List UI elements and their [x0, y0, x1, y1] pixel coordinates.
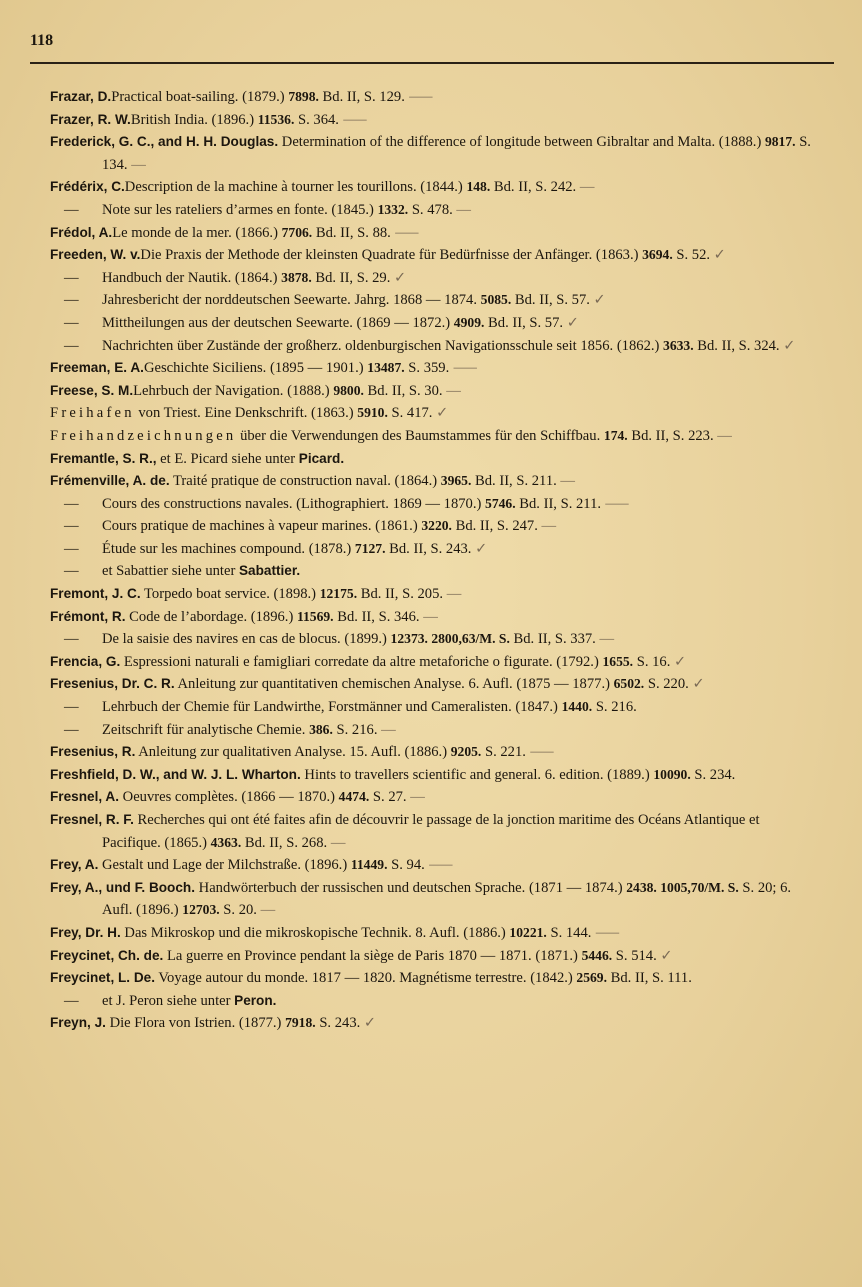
entry-catalog-number: 11536. — [257, 111, 295, 127]
bibliography-entry — [50, 222, 812, 245]
entry-catalog-number: 11449. — [350, 857, 388, 873]
entry-catalog-number: 9817. — [764, 134, 796, 150]
entry-location: Bd. II, S. 111. — [607, 970, 692, 987]
entry-title: Anleitung zur qualitativen Analyse. 15. Aufl. (1886.) — [135, 744, 451, 761]
continuation-dash: — — [64, 540, 79, 557]
entry-title: Étude sur les machines compound. (1878.) — [102, 540, 355, 557]
entry-author: Frémont, R. — [50, 608, 126, 624]
continuation-dash: — — [64, 721, 79, 738]
entry-catalog-number: 174. — [603, 427, 628, 443]
entry-title: Handbuch der Nautik. (1864.) — [102, 269, 282, 286]
entry-location: S. 478. — [408, 201, 453, 218]
entry-title: Geschichte Siciliens. (1895 — 1901.) — [143, 360, 368, 377]
bibliography-entry — [50, 741, 812, 764]
entry-location: S. 234. — [690, 766, 736, 783]
entry-author: Freeden, W. v. — [50, 247, 141, 263]
entry-title: Recherches qui ont été faites afin de découvrir le passage de la jonction maritime des Océans Atlantique et Pacifique. (1865.) — [102, 812, 760, 851]
entry-location: Bd. II, S. 30. — [363, 382, 443, 399]
entry-location: Bd. II, S. 242. — [490, 179, 577, 196]
entry-location: S. 16. — [633, 653, 671, 670]
entry-cross-reference: Sabattier. — [238, 563, 301, 579]
handwritten-check-mark: ⸺ — [525, 744, 555, 761]
handwritten-check-mark: — — [406, 789, 425, 806]
bibliography-entry — [50, 1012, 812, 1035]
entry-title: von Triest. Eine Denkschrift. (1863.) — [134, 405, 358, 422]
entry-title: Gestalt und Lage der Milchstraße. (1896.) — [98, 857, 351, 874]
entry-location: S. 364. — [294, 111, 339, 128]
handwritten-check-mark: ✓ — [656, 947, 673, 964]
bibliography-entry — [50, 764, 812, 787]
entry-author: Fremantle, S. R., — [50, 450, 157, 466]
entry-title: et Sabattier siehe unter — [102, 563, 239, 580]
entry-catalog-number: 3878. — [281, 269, 312, 285]
entry-title: Nachrichten über Zustände der großherz. oldenburgischen Navigationsschule seit 1856. (1862.) — [102, 337, 664, 354]
entry-catalog-number: 5910. — [357, 405, 388, 421]
entry-author: Frédol, A. — [50, 224, 113, 240]
bibliography-entry — [50, 357, 812, 380]
handwritten-check-mark: — — [327, 834, 346, 851]
handwritten-check-mark: ✓ — [360, 1015, 377, 1032]
entry-location: S. 134. — [102, 134, 811, 173]
entry-location: S. 220. — [644, 676, 689, 693]
handwritten-check-mark: — — [256, 902, 276, 919]
entry-location: Bd. II, S. 211. — [515, 495, 602, 512]
entry-title: Traité pratique de construction naval. (1864.) — [169, 473, 441, 490]
entry-spaced-title: Freihandzeichnungen — [50, 427, 237, 444]
entry-title: über die Verwendungen des Baumstammes für den Schiffbau. — [236, 427, 604, 444]
handwritten-check-mark: — — [419, 608, 438, 625]
entry-title: Cours pratique de machines à vapeur marines. (1861.) — [102, 518, 422, 535]
entry-catalog-number: 3694. — [642, 247, 673, 263]
bibliography-entry — [50, 854, 812, 877]
entry-location: S. 359. — [404, 360, 450, 377]
entry-author: Frencia, G. — [50, 653, 121, 669]
entry-title: Determination of the difference of longitude between Gibraltar and Malta. (1888.) — [278, 134, 765, 151]
bibliography-entry — [50, 86, 812, 109]
bibliography-entry — [50, 560, 812, 583]
handwritten-check-mark: ✓ — [589, 292, 606, 309]
entry-catalog-number: 2438. 1005,70/M. S. — [626, 879, 739, 895]
entry-title: Note sur les rateliers d’armes en fonte. (1845.) — [102, 201, 378, 218]
entry-title: Zeitschrift für analytische Chemie. — [102, 721, 310, 738]
entry-author: Frey, Dr. H. — [50, 924, 121, 940]
continuation-dash: — — [64, 563, 79, 580]
entry-catalog-number: 13487. — [367, 360, 405, 376]
entry-author: Fremont, J. C. — [50, 586, 141, 602]
bibliography-entry — [50, 267, 812, 290]
bibliography-entry — [50, 244, 812, 267]
entry-catalog-number: 9800. — [333, 382, 364, 398]
handwritten-check-mark: — — [556, 473, 576, 490]
entry-location: Bd. II, S. 268. — [241, 834, 328, 851]
bibliography-entry — [50, 719, 812, 742]
entry-catalog-number: 4363. — [210, 834, 242, 850]
entry-title: Lehrbuch der Chemie für Landwirthe, Forstmänner und Cameralisten. (1847.) — [102, 699, 562, 716]
bibliography-entry — [50, 538, 812, 561]
entry-catalog-number: 7918. — [285, 1015, 316, 1031]
continuation-dash: — — [64, 337, 79, 354]
entry-author: Frey, A. — [50, 857, 99, 873]
entry-location: Bd. II, S. 57. — [484, 314, 564, 331]
bibliography-entry — [50, 448, 812, 471]
entry-catalog-number: 6502. — [613, 676, 645, 692]
entry-author: Frey, A., und F. Booch. — [50, 879, 196, 895]
entry-catalog-number: 10090. — [653, 766, 691, 782]
entry-author: Frazar, D. — [50, 89, 112, 104]
handwritten-check-mark: ⸺ — [424, 857, 454, 874]
entry-location: Bd. II, S. 205. — [357, 586, 444, 603]
entry-location: S. 27. — [369, 789, 407, 806]
entry-title: Handwörterbuch der russischen und deutschen Sprache. (1871 — 1874.) — [195, 879, 627, 896]
entry-catalog-number: 2569. — [576, 970, 607, 986]
entry-location: Bd. II, S. 346. — [333, 608, 420, 625]
entry-catalog-number: 3220. — [421, 518, 452, 534]
entry-author: Fresnel, R. F. — [50, 812, 134, 827]
bibliography-entry — [50, 131, 812, 176]
entry-location: S. 221. — [481, 744, 526, 761]
entry-location: S. 216. — [332, 721, 378, 738]
entry-author: Freese, S. M. — [50, 382, 134, 398]
entry-title: Jahresbericht der norddeutschen Seewarte. Jahrg. 1868 — 1874. — [102, 292, 481, 309]
header-rule — [30, 62, 834, 64]
continuation-dash: — — [64, 201, 79, 218]
entry-cross-reference: Peron. — [234, 992, 277, 1008]
bibliography-entry — [50, 289, 812, 312]
continuation-dash: — — [64, 699, 79, 716]
bibliography-entry — [50, 696, 812, 719]
bibliography-entry — [50, 380, 812, 403]
handwritten-check-mark: — — [442, 382, 461, 399]
entry-location: Bd. II, S. 29. — [311, 269, 391, 286]
entry-catalog-number: 1332. — [377, 201, 409, 217]
entry-location: Bd. II, S. 211. — [471, 473, 557, 490]
entry-title: Die Praxis der Methode der kleinsten Quadrate für Bedürfnisse der Anfänger. (1863.) — [140, 247, 643, 264]
continuation-dash: — — [64, 495, 79, 512]
entry-catalog-number: 386. — [309, 721, 333, 737]
entry-title: Oeuvres complètes. (1866 — 1870.) — [119, 789, 339, 806]
entry-location: Bd. II, S. 324. — [693, 337, 780, 354]
entry-title: et J. Peron siehe unter — [102, 992, 235, 1009]
entry-author: Frazer, R. W. — [50, 111, 131, 127]
bibliography-entry — [50, 651, 812, 674]
handwritten-check-mark: — — [537, 518, 557, 535]
continuation-dash: — — [64, 269, 79, 286]
bibliography-entry — [50, 628, 812, 651]
entry-location: Bd. II, S. 247. — [451, 518, 538, 535]
handwritten-check-mark: — — [713, 427, 732, 444]
entry-catalog-number: 5746. — [485, 495, 516, 511]
entry-title: Voyage autour du monde. 1817 — 1820. Magnétisme terrestre. (1842.) — [155, 970, 577, 987]
entry-location: Bd. II, S. 129. — [318, 89, 405, 105]
bibliography-entry — [50, 967, 812, 990]
page-number: 118 — [30, 32, 54, 49]
bibliography-list — [50, 86, 812, 1035]
entry-title: La guerre en Province pendant la siège de Paris 1870 — 1871. (1871.) — [163, 947, 582, 964]
bibliography-entry — [50, 312, 812, 335]
entry-location: S. 514. — [612, 947, 657, 964]
handwritten-check-mark: ⸺ — [591, 924, 620, 941]
handwritten-check-mark: ⸺ — [601, 495, 630, 512]
continuation-dash: — — [64, 314, 79, 331]
bibliography-entry — [50, 199, 812, 222]
entry-spaced-title: Freihafen — [50, 405, 135, 422]
bibliography-entry — [50, 990, 812, 1013]
entry-catalog-number: 12175. — [319, 586, 358, 602]
handwritten-check-mark: — — [576, 179, 595, 196]
entry-catalog-number: 12373. 2800,63/M. S. — [390, 631, 510, 647]
handwritten-check-mark: ⸺ — [390, 224, 420, 241]
handwritten-check-mark: ✓ — [670, 653, 687, 670]
entry-title: Espressioni naturali e famigliari corredate da altre metaforiche o figurate. (1792.) — [120, 653, 603, 670]
entry-catalog-number: 3965. — [440, 473, 472, 489]
bibliography-entry — [50, 673, 812, 696]
entry-author: Frémenville, A. de. — [50, 473, 170, 489]
entry-title: Mittheilungen aus der deutschen Seewarte. (1869 — 1872.) — [102, 314, 454, 331]
entry-catalog-number: 9205. — [450, 744, 482, 760]
bibliography-entry — [50, 493, 812, 516]
entry-catalog-number: 4474. — [338, 789, 370, 805]
entry-location-2: S. 20. — [219, 902, 257, 919]
entry-location: S. 144. — [546, 924, 592, 941]
bibliography-entry — [50, 583, 812, 606]
entry-title: Lehrbuch der Navigation. (1888.) — [133, 382, 334, 399]
continuation-dash: — — [64, 518, 79, 535]
entry-catalog-number: 10221. — [509, 924, 547, 940]
entry-catalog-number: 7898. — [288, 89, 319, 104]
entry-title: Cours des constructions navales. (Lithographiert. 1869 — 1870.) — [102, 495, 486, 512]
handwritten-check-mark: ✓ — [471, 540, 488, 557]
entry-catalog-number-2: 12703. — [182, 902, 220, 918]
handwritten-check-mark: — — [452, 201, 472, 218]
entry-location: S. 417. — [387, 405, 433, 422]
handwritten-check-mark: — — [595, 631, 615, 648]
handwritten-check-mark: ✓ — [390, 269, 407, 286]
entry-location: S. 20; 6. Aufl. (1896.) — [102, 879, 792, 919]
entry-author: Freshfield, D. W., and W. J. L. Wharton. — [50, 766, 301, 782]
handwritten-check-mark: ✓ — [710, 247, 726, 264]
entry-location: S. 52. — [672, 247, 711, 264]
handwritten-check-mark: ⸺ — [338, 111, 368, 128]
handwritten-check-mark: — — [127, 156, 146, 173]
bibliography-entry — [50, 606, 812, 629]
entry-cross-reference: Picard. — [298, 450, 345, 466]
entry-author: Frédérix, C. — [50, 179, 125, 195]
entry-title: Die Flora von Istrien. (1877.) — [105, 1015, 286, 1032]
entry-author: Freycinet, Ch. de. — [50, 947, 164, 963]
entry-title: Das Mikroskop und die mikroskopische Technik. 8. Aufl. (1886.) — [120, 924, 510, 941]
handwritten-check-mark: — — [377, 721, 396, 738]
handwritten-check-mark: ⸺ — [449, 360, 478, 377]
entry-title: Description de la machine à tourner les tourillons. (1844.) — [124, 179, 467, 196]
entry-location: S. 216. — [592, 699, 637, 716]
entry-author: Freyn, J. — [50, 1015, 106, 1031]
entry-location: Bd. II, S. 223. — [627, 427, 714, 444]
entry-author: Fresenius, Dr. C. R. — [50, 676, 175, 692]
bibliography-entry — [50, 877, 812, 922]
entry-author: Freycinet, L. De. — [50, 970, 156, 986]
bibliography-entry — [50, 945, 812, 968]
entry-author: Fresenius, R. — [50, 744, 136, 760]
entry-title: Practical boat-sailing. (1879.) — [111, 89, 289, 105]
handwritten-check-mark: ✓ — [432, 405, 449, 422]
entry-location: S. 243. — [315, 1015, 361, 1032]
continuation-dash: — — [64, 631, 79, 648]
bibliography-entry — [50, 470, 812, 493]
handwritten-check-mark: — — [443, 586, 462, 603]
entry-author: Fresnel, A. — [50, 789, 119, 805]
handwritten-check-mark: ✓ — [563, 314, 579, 331]
entry-catalog-number: 7127. — [354, 540, 386, 556]
continuation-dash: — — [64, 292, 79, 309]
entry-location: S. 94. — [387, 857, 425, 874]
entry-catalog-number: 5085. — [480, 292, 512, 308]
entry-title: Le monde de la mer. (1866.) — [112, 224, 282, 241]
handwritten-check-mark: ✓ — [688, 676, 705, 693]
handwritten-check-mark: ✓ — [779, 337, 796, 354]
entry-catalog-number: 1440. — [561, 699, 593, 715]
entry-title: Anleitung zur quantitativen chemischen Analyse. 6. Aufl. (1875 — 1877.) — [174, 676, 614, 693]
bibliography-entry — [50, 786, 812, 809]
entry-catalog-number: 11569. — [296, 608, 334, 624]
entry-location: Bd. II, S. 337. — [509, 631, 596, 648]
entry-catalog-number: 5446. — [581, 947, 613, 963]
entry-catalog-number: 4909. — [453, 314, 485, 330]
entry-author: Frederick, G. C., and H. H. Douglas. — [50, 134, 279, 150]
entry-author: Freeman, E. A. — [50, 360, 144, 376]
bibliography-entry — [50, 922, 812, 945]
bibliography-entry — [50, 335, 812, 358]
entry-location: Bd. II, S. 243. — [385, 540, 472, 557]
entry-location: Bd. II, S. 57. — [511, 292, 590, 309]
entry-catalog-number: 148. — [466, 179, 491, 195]
entry-title: Torpedo boat service. (1898.) — [140, 586, 320, 603]
entry-location: Bd. II, S. 88. — [312, 224, 391, 241]
bibliography-entry — [50, 515, 812, 538]
bibliography-entry — [50, 809, 812, 854]
entry-title: De la saisie des navires en cas de blocus. (1899.) — [102, 631, 391, 648]
entry-catalog-number: 3633. — [663, 337, 694, 353]
entry-catalog-number: 7706. — [281, 224, 313, 240]
bibliography-entry — [50, 109, 812, 132]
entry-title: British India. (1896.) — [130, 111, 258, 128]
entry-title: Hints to travellers scientific and general. 6. edition. (1889.) — [300, 766, 654, 783]
entry-title: Code de l’abordage. (1896.) — [125, 608, 297, 625]
bibliography-entry — [50, 402, 812, 425]
continuation-dash: — — [64, 992, 79, 1009]
bibliography-entry — [50, 176, 812, 199]
bibliography-entry — [50, 425, 812, 448]
entry-catalog-number: 1655. — [602, 653, 634, 669]
entry-title: et E. Picard siehe unter — [156, 450, 299, 467]
handwritten-check-mark: ⸺ — [404, 89, 434, 105]
